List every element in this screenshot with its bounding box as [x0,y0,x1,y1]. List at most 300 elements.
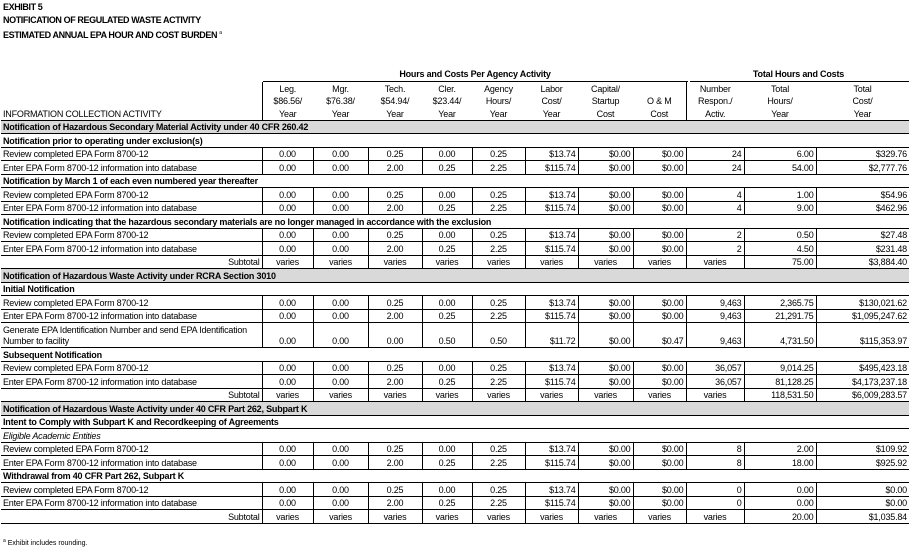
activity-label: Generate EPA Identification Number and send EPA Identification Number to facility [1,323,262,348]
cell-value: varies [262,388,313,402]
cell-value: $115.74 [525,161,578,175]
column-header: Total [853,83,872,94]
subsection-header-row [1,282,909,296]
cell-value: 0.25 [472,228,525,242]
cell-value: $0.00 [633,201,686,215]
cell-value: varies [525,510,578,524]
table-row [1,456,909,470]
subsection-header-row [1,134,909,148]
cell-value: $0.00 [633,188,686,202]
cell-value: varies [262,510,313,524]
column-header: $23.44/ [432,96,462,106]
cell-value: $115.74 [525,309,578,323]
group-header-per-activity: Hours and Costs Per Agency Activity [399,69,551,79]
cell-value: varies [633,255,686,269]
exhibit-number: EXHIBIT 5 [3,2,43,12]
cell-value: 0.25 [368,228,422,242]
cell-value: varies [313,388,368,402]
column-header: Leg. [262,82,313,95]
cell-value: $13.74 [525,147,578,161]
cell-value: 0.00 [422,442,472,456]
column-header-activity [1,95,262,108]
cell-value: varies [525,255,578,269]
cell-value: 4 [686,188,744,202]
subsection-title: Intent to Comply with Subpart K and Recordkeeping of Agreements [1,415,909,429]
cell-value: 0.25 [472,442,525,456]
subsection-header-row [1,348,909,362]
table-row [1,483,909,497]
column-header: Hours/ [767,96,793,106]
cell-value: 0.00 [422,147,472,161]
group-header-totals: Total Hours and Costs [752,69,845,79]
cell-value: 0.00 [262,375,313,389]
subtotal-label: Subtotal [1,255,262,269]
table-row [1,296,909,310]
cell-value: varies [633,510,686,524]
column-header: Number [686,82,744,95]
cell-value: 2.00 [368,375,422,389]
cell-value: varies [422,388,472,402]
cell-value: 1.00 [744,188,816,202]
cell-value: $0.00 [578,228,633,242]
activity-label: Review completed EPA Form 8700-12 [1,188,262,202]
activity-label: Enter EPA Form 8700-12 information into database [1,496,262,510]
cell-value: 0.25 [472,296,525,310]
cell-value: 0.00 [313,228,368,242]
activity-label: Enter EPA Form 8700-12 information into database [1,309,262,323]
table-row [1,442,909,456]
cell-value: $13.74 [525,296,578,310]
cell-value: $0.00 [578,188,633,202]
section-header-row [1,269,909,283]
cell-value: $495,423.18 [816,361,909,375]
subsection-title: Eligible Academic Entities [1,429,909,443]
cell-value: 36,057 [686,361,744,375]
column-header: Cler. [438,83,456,94]
cell-value: 2.25 [472,456,525,470]
column-header: Year [489,108,508,119]
cell-value: 0.25 [422,161,472,175]
activity-label: Enter EPA Form 8700-12 information into database [1,242,262,256]
table-row [1,161,909,175]
cell-value: varies [472,255,525,269]
cell-value: 0.00 [368,323,422,348]
column-header-activity [1,82,262,95]
cell-value: 0.00 [262,228,313,242]
cell-value: 9,463 [686,309,744,323]
column-header [633,82,686,95]
cell-value: $0.00 [633,496,686,510]
activity-label: Review completed EPA Form 8700-12 [1,361,262,375]
cell-value: varies [686,388,744,402]
cell-value: varies [313,510,368,524]
column-header: Cost [596,108,615,119]
table-row [1,323,909,348]
subsection-header-row [1,429,909,443]
cell-value: 0.25 [368,483,422,497]
cell-value: 0.00 [262,442,313,456]
cell-value: $0.00 [578,242,633,256]
cell-value: $462.96 [816,201,909,215]
footnote-marker: a [3,538,6,544]
cell-value: 8 [686,456,744,470]
cell-value: varies [368,510,422,524]
cell-value: 0.25 [472,483,525,497]
cell-value: $0.00 [816,496,909,510]
cell-value: 0.00 [262,496,313,510]
cell-value: varies [368,255,422,269]
subsection-header-row [1,174,909,188]
cell-value: $0.00 [633,296,686,310]
cell-value: 0.00 [313,361,368,375]
cell-value: $6,009,283.57 [816,388,909,402]
cell-value: $925.92 [816,456,909,470]
cell-value: 75.00 [744,255,816,269]
subtotal-row [1,388,909,402]
cell-value: 9,463 [686,296,744,310]
cell-value: $0.00 [633,442,686,456]
cell-value: $0.00 [578,323,633,348]
column-header: Hours/ [485,96,512,106]
cell-value: $0.00 [633,483,686,497]
cell-value: 2,365.75 [744,296,816,310]
activity-label: Enter EPA Form 8700-12 information into database [1,201,262,215]
cell-value: $0.00 [578,201,633,215]
column-header: Year [853,108,872,119]
cell-value: $13.74 [525,361,578,375]
cell-value: $231.48 [816,242,909,256]
cell-value: 0.25 [422,201,472,215]
table-row [1,496,909,510]
cell-value: 0.00 [422,228,472,242]
cell-value: 8 [686,442,744,456]
section-title: Notification of Hazardous Secondary Material Activity under 40 CFR 260.42 [1,120,909,134]
cell-value: $13.74 [525,188,578,202]
header-row [1,95,909,108]
cell-value: 2.00 [368,201,422,215]
cell-value: $0.00 [633,242,686,256]
cell-value: 9.00 [744,201,816,215]
cell-value: 0.50 [472,323,525,348]
cell-value: 2.00 [368,242,422,256]
subsection-title: Notification prior to operating under exclusion(s) [1,134,909,148]
column-header: Total [770,83,789,94]
subsection-title: Subsequent Notification [1,348,909,362]
cell-value: $2,777.76 [816,161,909,175]
cell-value: varies [472,388,525,402]
column-header-activity: INFORMATION COLLECTION ACTIVITY [3,108,162,119]
subtotal-row [1,255,909,269]
cell-value: 0.25 [422,496,472,510]
cell-value: $115.74 [525,496,578,510]
burden-table [1,82,909,524]
cell-value: 2.25 [472,161,525,175]
cell-value: varies [313,255,368,269]
subsection-title: Notification indicating that the hazardous secondary materials are no longer managed in accordance with the exclusion [1,215,909,229]
section-title: Notification of Hazardous Waste Activity under 40 CFR Part 262, Subpart K [1,402,909,416]
cell-value: $115,353.97 [816,323,909,348]
cell-value: varies [262,255,313,269]
cell-value: 0.25 [472,188,525,202]
subtotal-label: Subtotal [1,510,262,524]
activity-label: Enter EPA Form 8700-12 information into database [1,456,262,470]
subtotal-label: Subtotal [1,388,262,402]
cell-value: 2.25 [472,375,525,389]
cell-value: 0.00 [744,496,816,510]
activity-label: Review completed EPA Form 8700-12 [1,147,262,161]
cell-value: $0.00 [633,375,686,389]
cell-value: $115.74 [525,201,578,215]
cell-value: $0.00 [633,161,686,175]
cell-value: $1,095,247.62 [816,309,909,323]
cell-value: 2.25 [472,496,525,510]
cell-value: varies [525,388,578,402]
cell-value: 0.00 [313,375,368,389]
cell-value: $0.00 [578,442,633,456]
cell-value: varies [578,255,633,269]
cell-value: 0.25 [472,147,525,161]
cell-value: 54.00 [744,161,816,175]
cell-value: 0.00 [313,147,368,161]
column-header: Startup [591,96,620,106]
table-row [1,375,909,389]
cell-value: 4,731.50 [744,323,816,348]
cell-value: 4 [686,201,744,215]
cell-value: 0.00 [313,442,368,456]
column-header: Respon./ [686,95,744,108]
cell-value: 6.00 [744,147,816,161]
cell-value: $0.00 [816,483,909,497]
cell-value: 2.25 [472,201,525,215]
section-header-row [1,402,909,416]
table-row [1,147,909,161]
cell-value: 0.00 [313,496,368,510]
cell-value: 24 [686,161,744,175]
cell-value: $0.00 [578,496,633,510]
cell-value: 0.00 [313,323,368,348]
cell-value: 0.00 [262,296,313,310]
header-row [1,82,909,95]
cell-value: $0.00 [578,309,633,323]
column-header: Year [542,108,561,119]
cell-value: varies [578,510,633,524]
column-header: $86.56/ [262,95,313,108]
cell-value: 0.00 [313,201,368,215]
cell-value: $0.00 [633,309,686,323]
cell-value: varies [422,510,472,524]
cell-value: 0.00 [313,188,368,202]
cell-value: $0.00 [633,228,686,242]
cell-value: 0.25 [368,361,422,375]
exhibit-subtitle: ESTIMATED ANNUAL EPA HOUR AND COST BURDEN $^a$ [3,30,222,40]
column-header: $54.94/ [380,96,410,106]
activity-label: Review completed EPA Form 8700-12 [1,483,262,497]
cell-value: 0.25 [368,147,422,161]
cell-value: 0.00 [262,161,313,175]
activity-label: Enter EPA Form 8700-12 information into database [1,375,262,389]
cell-value: 2.00 [744,442,816,456]
cell-value: 20.00 [744,510,816,524]
exhibit-title: NOTIFICATION OF REGULATED WASTE ACTIVITY [3,15,201,25]
cell-value: 9,014.25 [744,361,816,375]
cell-value: $27.48 [816,228,909,242]
cell-value: $0.47 [633,323,686,348]
cell-value: 2.00 [368,309,422,323]
footnote-marker: a [219,30,222,36]
subsection-header-row [1,415,909,429]
table-row [1,242,909,256]
cell-value: 0.00 [313,456,368,470]
cell-value: 36,057 [686,375,744,389]
cell-value: 21,291.75 [744,309,816,323]
column-header: Cost [650,108,669,119]
cell-value: $0.00 [633,147,686,161]
cell-value: 0.00 [422,188,472,202]
cell-value: $0.00 [578,483,633,497]
cell-value: 0.25 [368,188,422,202]
cell-value: 0.25 [422,456,472,470]
column-header: O & M [646,96,672,106]
column-header: Year [771,108,789,119]
cell-value: $0.00 [578,147,633,161]
cell-value: $0.00 [578,456,633,470]
cell-value: $0.00 [633,361,686,375]
table-row [1,188,909,202]
activity-label: Enter EPA Form 8700-12 information into database [1,161,262,175]
subsection-title: Withdrawal from 40 CFR Part 262, Subpart K [1,469,909,483]
cell-value: 0.00 [313,296,368,310]
cell-value: 2.25 [472,309,525,323]
cell-value: 2 [686,242,744,256]
cell-value: 118,531.50 [744,388,816,402]
subsection-header-row [1,469,909,483]
cell-value: 0.00 [313,483,368,497]
cell-value: $0.00 [578,296,633,310]
cell-value: $0.00 [578,361,633,375]
cell-value: $0.00 [578,375,633,389]
cell-value: $115.74 [525,375,578,389]
cell-value: 0.00 [422,361,472,375]
cell-value: 0.25 [368,296,422,310]
cell-value: 0.25 [368,442,422,456]
cell-value: 2.00 [368,496,422,510]
cell-value: 0.00 [313,309,368,323]
cell-value: 9,463 [686,323,744,348]
cell-value: varies [422,255,472,269]
cell-value: $329.76 [816,147,909,161]
table-row [1,361,909,375]
table-row [1,201,909,215]
cell-value: 0.00 [262,483,313,497]
cell-value: 0.00 [313,242,368,256]
cell-value: varies [578,388,633,402]
cell-value: $4,173,237.18 [816,375,909,389]
cell-value: $13.74 [525,442,578,456]
cell-value: 2 [686,228,744,242]
cell-value: 0.00 [262,361,313,375]
table-body [1,120,909,523]
column-header: Year [386,108,404,119]
cell-value: 0.00 [262,242,313,256]
cell-value: $0.00 [633,456,686,470]
cell-value: 81,128.25 [744,375,816,389]
subsection-title: Notification by March 1 of each even numbered year thereafter [1,174,909,188]
activity-label: Review completed EPA Form 8700-12 [1,228,262,242]
column-header: Cost/ [852,96,873,106]
subsection-header-row [1,215,909,229]
cell-value: $1,035.84 [816,510,909,524]
cell-value: 2.25 [472,242,525,256]
cell-value: varies [472,510,525,524]
cell-value: 0.00 [262,147,313,161]
cell-value: 0.00 [744,483,816,497]
column-header: Labor [540,83,563,94]
cell-value: 4.50 [744,242,816,256]
cell-value: 2.00 [368,456,422,470]
column-header: Year [262,107,313,120]
cell-value: 18.00 [744,456,816,470]
section-title: Notification of Hazardous Waste Activity under RCRA Section 3010 [1,269,909,283]
cell-value: 0.00 [262,201,313,215]
activity-label: Review completed EPA Form 8700-12 [1,296,262,310]
footnote: $^a$ Exhibit includes rounding. [3,538,88,547]
cell-value: 0.00 [262,309,313,323]
column-header: $76.38/ [326,96,355,106]
cell-value: $115.74 [525,456,578,470]
cell-value: varies [633,388,686,402]
column-header: Agency [484,83,513,94]
cell-value: $11.72 [525,323,578,348]
cell-value: 0.00 [262,323,313,348]
table-header [1,82,909,120]
cell-value: $0.00 [578,161,633,175]
cell-value: 0 [686,483,744,497]
cell-value: 0.50 [744,228,816,242]
cell-value: $3,884.40 [816,255,909,269]
cell-value: $115.74 [525,242,578,256]
cell-value: 0 [686,496,744,510]
column-header: Cost/ [541,96,562,106]
column-header: Year [331,108,350,119]
cell-value: $13.74 [525,483,578,497]
cell-value: 0.25 [472,361,525,375]
cell-value: 0.25 [422,375,472,389]
cell-value: $13.74 [525,228,578,242]
cell-value: 0.50 [422,323,472,348]
cell-value: 24 [686,147,744,161]
cell-value: 0.00 [313,161,368,175]
table-row [1,228,909,242]
cell-value: varies [686,255,744,269]
cell-value: 0.00 [262,456,313,470]
cell-value: varies [368,388,422,402]
column-header: Mgr. [332,83,349,94]
column-header: Capital/ [591,83,620,94]
table-row [1,309,909,323]
section-header-row [1,120,909,134]
cell-value: $109.92 [816,442,909,456]
cell-value: 2.00 [368,161,422,175]
cell-value: 0.00 [262,188,313,202]
cell-value: $130,021.62 [816,296,909,310]
subsection-title: Initial Notification [1,282,909,296]
header-row [1,107,909,120]
cell-value: $54.96 [816,188,909,202]
column-header: Year [438,108,456,119]
cell-value: 0.25 [422,309,472,323]
cell-value: varies [686,510,744,524]
subtotal-row [1,510,909,524]
